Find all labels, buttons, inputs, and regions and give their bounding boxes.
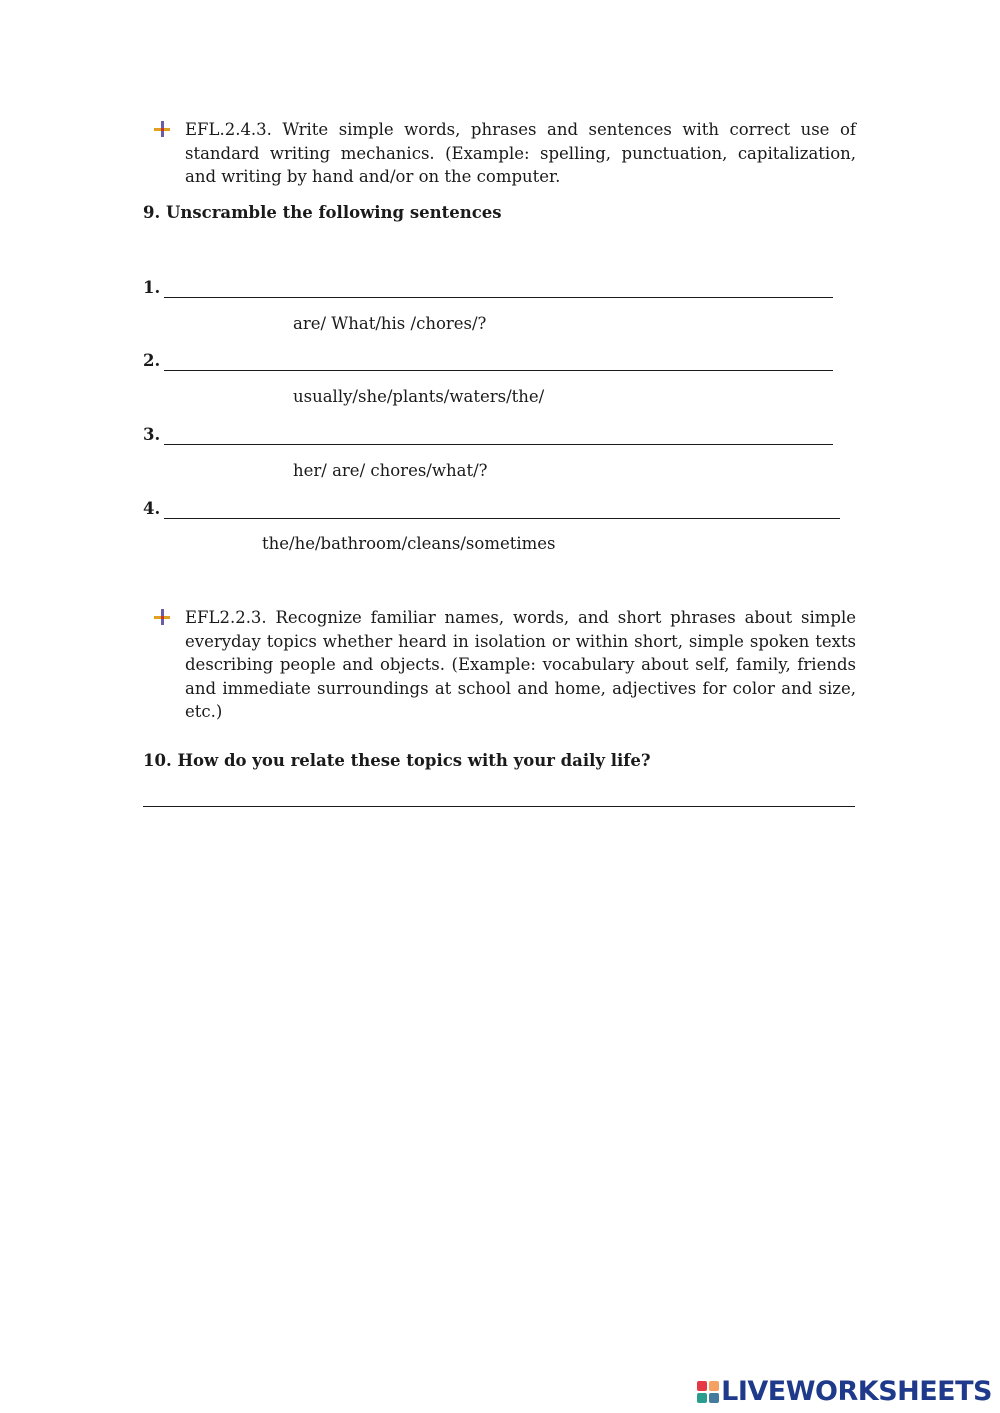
question-10-title: 10. How do you relate these topics with your daily life? (143, 751, 651, 770)
bullet-plus-icon (154, 609, 170, 625)
question-9-title: 9. Unscramble the following sentences (143, 203, 502, 222)
scrambled-words-2: usually/she/plants/waters/the/ (293, 387, 545, 406)
logo-mark-square (697, 1393, 707, 1403)
item-number: 4. (143, 499, 161, 518)
answer-line-1[interactable] (164, 282, 833, 298)
logo-mark-square (709, 1393, 719, 1403)
answer-line-4[interactable] (164, 503, 840, 519)
objective-efl-2-2-3 (150, 606, 856, 724)
logo-mark-square (709, 1381, 719, 1391)
answer-row-4 (143, 497, 840, 519)
scrambled-words-4: the/he/bathroom/cleans/sometimes (262, 534, 556, 553)
logo-mark-square (697, 1381, 707, 1391)
bullet-plus-icon (154, 121, 170, 137)
objective-text: EFL2.2.3. Recognize familiar names, words, and short phrases about simple everyday topics whether heard in isolation or within short, simple spoken texts describing people and objects. (Example: vocabulary about self, family, friends and immediate surroundings at school and home, adjectives for color and size, etc.) (185, 608, 856, 721)
answer-line-10[interactable] (143, 806, 855, 807)
item-number: 3. (143, 425, 161, 444)
liveworksheets-logo (697, 1376, 992, 1407)
logo-text: LIVEWORKSHEETS (721, 1376, 992, 1407)
answer-line-3[interactable] (164, 429, 833, 445)
logo-mark-icon (697, 1381, 719, 1403)
answer-row-1 (143, 276, 833, 298)
scrambled-words-3: her/ are/ chores/what/? (293, 461, 488, 480)
answer-line-2[interactable] (164, 355, 833, 371)
answer-row-2 (143, 349, 833, 371)
answer-row-3 (143, 423, 833, 445)
scrambled-words-1: are/ What/his /chores/? (293, 314, 487, 333)
objective-text: EFL.2.4.3. Write simple words, phrases and sentences with correct use of standard writing mechanics. (Example: spelling, punctuation, capitalization, and writing by hand and/or on the computer. (185, 120, 856, 186)
objective-efl-2-4-3 (150, 118, 856, 189)
item-number: 2. (143, 351, 161, 370)
item-number: 1. (143, 278, 161, 297)
